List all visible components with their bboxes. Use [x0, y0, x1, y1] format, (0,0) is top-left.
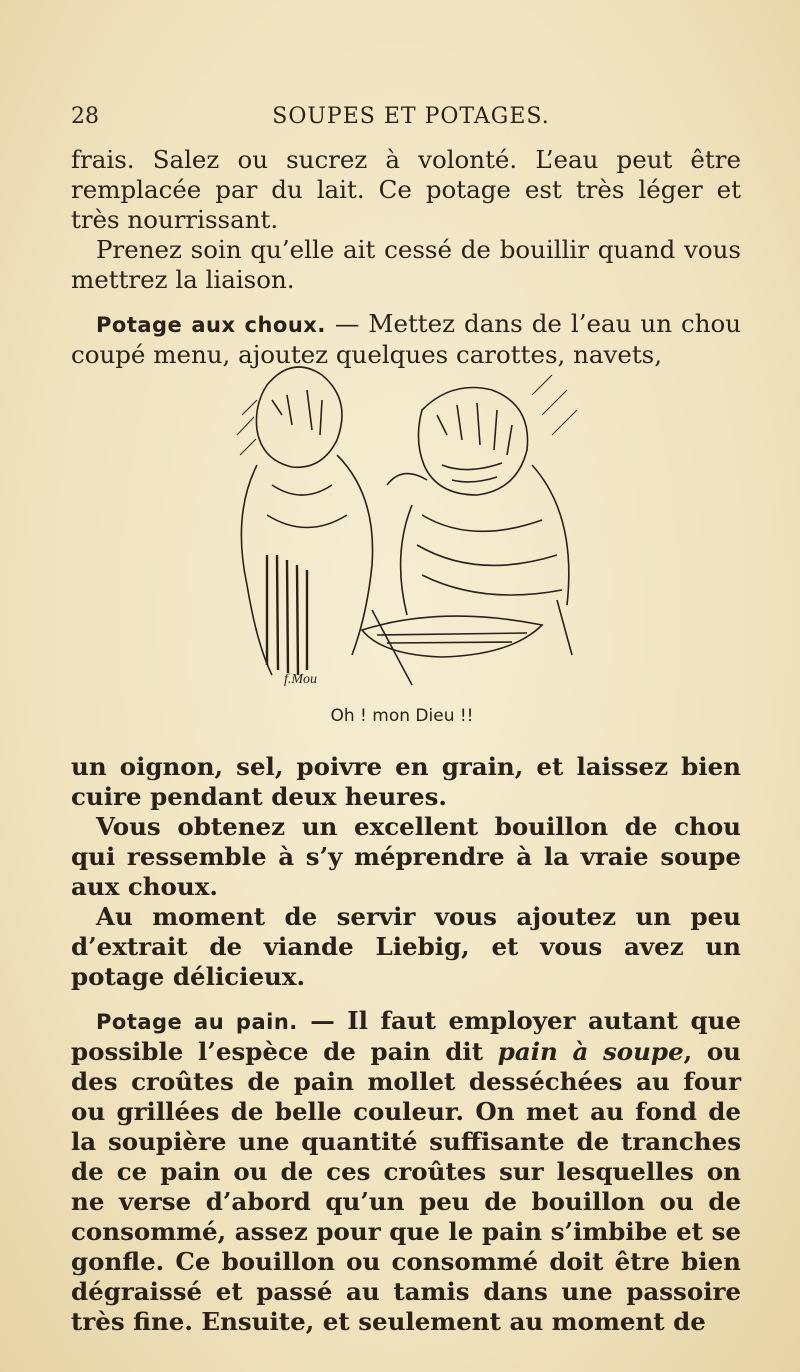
italic-term: pain à soupe [497, 1037, 684, 1066]
recipe-heading: Potage aux choux. [96, 313, 326, 337]
paragraph [71, 1006, 741, 1337]
top-text-block [71, 145, 741, 370]
paragraph-text: — Mettez dans de l’eau un chou coupé menu, ajoutez quelques carottes, navets, [71, 309, 742, 369]
engraving-illustration [212, 355, 592, 690]
paragraph: frais. Salez ou sucrez à volonté. L’eau peut être remplacée par du lait. Ce potage est très léger et très nourrissant. [71, 145, 741, 234]
paragraph-text: , ou des croûtes de pain mollet desséchées au four ou grillées de belle couleur. On met au fond de la soupière une quantité suffisante de tranches de ce pain ou de ces croûtes sur lesquelles on ne verse d’abord qu’un peu de bouillon ou de consommé, assez pour que le pain s’imbibe et se gonfle. Ce bouillon ou consommé doit être bien dégraissé et passé au tamis dans une passoire très fine. Ensuite, et seulement au moment de [71, 1037, 741, 1336]
paragraph: Vous obtenez un excellent bouillon de chou qui ressemble à s’y méprendre à la vraie soupe aux choux. [71, 812, 741, 901]
paragraph: Prenez soin qu’elle ait cessé de bouillir quand vous mettrez la liaison. [71, 235, 741, 294]
artist-signature: f.Mou [284, 672, 318, 687]
paragraph-text: — Il faut employer autant que possible l’espèce de pain dit [71, 1006, 741, 1066]
bottom-text-block [71, 752, 741, 1337]
paragraph: un oignon, sel, poivre en grain, et laissez bien cuire pendant deux heures. [71, 752, 741, 811]
figure-head [418, 388, 527, 496]
page-header [71, 104, 751, 134]
running-title: SOUPES ET POTAGES. [272, 104, 550, 129]
page-number: 28 [71, 104, 99, 129]
paragraph: Au moment de servir vous ajoutez un peu d’extrait de viande Liebig, et vous avez un potage délicieux. [71, 902, 741, 991]
recipe-heading: Potage au pain. [96, 1010, 298, 1034]
figure-head [256, 367, 342, 467]
figure-caption: Oh ! mon Dieu !! [330, 706, 474, 726]
soup-bowl [362, 616, 542, 657]
